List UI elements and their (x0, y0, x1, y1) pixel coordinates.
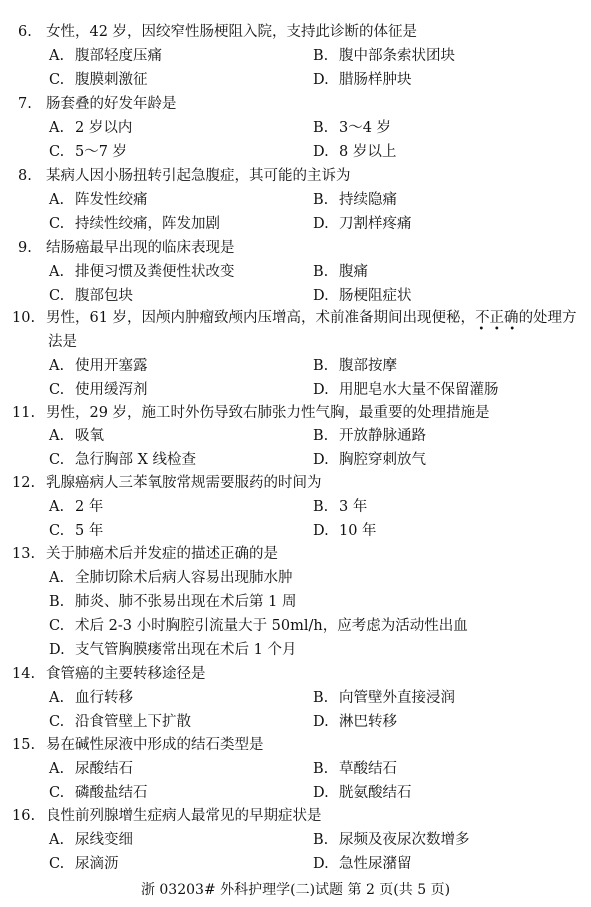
option-c: C. 沿食管壁上下扩散 (49, 714, 191, 730)
option-c: C. 腹部包块 (49, 288, 133, 304)
option-a: A. 吸氧 (49, 428, 104, 444)
option-c: C. 持续性绞痛，阵发加剧 (49, 216, 220, 232)
option-d: D. 用肥皂水大量不保留灌肠 (313, 382, 499, 398)
option-d: D. 10 年 (313, 523, 377, 539)
question-stem: 12. 乳腺癌病人三苯氧胺常规需要服药的时间为 (12, 475, 322, 491)
emphasis-dots: • • • (478, 324, 516, 335)
option-d: D. 腊肠样肿块 (313, 72, 412, 88)
option-a: A. 排便习惯及粪便性状改变 (49, 264, 235, 280)
option-b: B. 草酸结石 (313, 761, 397, 777)
option-b: B. 向管壁外直接浸润 (313, 690, 455, 706)
option-b: B. 尿频及夜尿次数增多 (313, 832, 470, 848)
option-d: D. 刀割样疼痛 (313, 216, 412, 232)
question-stem: 9. 结肠癌最早出现的临床表现是 (18, 240, 235, 256)
option-c: C. 5～7 岁 (49, 144, 128, 160)
option-b: B. 持续隐痛 (313, 192, 397, 208)
option-d: D. 急性尿潴留 (313, 856, 412, 872)
page-footer: 浙 03203# 外科护理学(二)试题 第 2 页(共 5 页) (140, 882, 451, 898)
option-a: A. 腹部轻度压痛 (49, 48, 162, 64)
option-b: B. 腹痛 (313, 264, 368, 280)
option-d: D. 8 岁以上 (313, 144, 397, 160)
option-d: D. 肠梗阻症状 (313, 288, 412, 304)
option-d: D. 淋巴转移 (313, 714, 397, 730)
option-a: A. 2 岁以内 (49, 120, 133, 136)
option-d: D. 支气管胸膜瘘常出现在术后 1 个月 (49, 642, 297, 658)
option-d: D. 胱氨酸结石 (313, 785, 412, 801)
question-stem: 11. 男性，29 岁，施工时外伤导致右肺张力性气胸，最重要的处理措施是 (12, 405, 490, 421)
question-stem: 7. 肠套叠的好发年龄是 (18, 96, 177, 112)
option-b: B. 腹部按摩 (313, 358, 397, 374)
question-stem: 8. 某病人因小肠扭转引起急腹症，其可能的主诉为 (18, 168, 351, 184)
option-a: A. 尿线变细 (49, 832, 133, 848)
question-stem: 16. 良性前列腺增生症病人最常见的早期症状是 (12, 808, 322, 824)
question-stem: 10. 男性，61 岁，因颅内肿瘤致颅内压增高，术前准备期间出现便秘，不正确 • • • 的处理方 法是 (12, 310, 577, 350)
emphasized-text: 不正确 • • • (475, 310, 519, 335)
option-a: A. 使用开塞露 (49, 358, 148, 374)
question-stem: 15. 易在碱性尿液中形成的结石类型是 (12, 737, 264, 753)
option-a: A. 尿酸结石 (49, 761, 133, 777)
option-d: D. 胸腔穿刺放气 (313, 452, 426, 468)
option-c: C. 使用缓泻剂 (49, 382, 148, 398)
option-c: C. 磷酸盐结石 (49, 785, 148, 801)
option-c: C. 腹膜刺激征 (49, 72, 148, 88)
option-a: A. 2 年 (49, 499, 104, 515)
option-c: C. 急行胸部 X 线检查 (49, 452, 197, 468)
option-b: B. 3 年 (313, 499, 368, 515)
question-stem: 6. 女性，42 岁，因绞窄性肠梗阻入院，支持此诊断的体征是 (18, 24, 418, 40)
option-c: C. 术后 2-3 小时胸腔引流量大于 50ml/h，应考虑为活动性出血 (49, 618, 468, 634)
option-a: A. 全肺切除术后病人容易出现肺水肿 (49, 570, 293, 586)
option-c: C. 5 年 (49, 523, 104, 539)
option-a: A. 阵发性绞痛 (49, 192, 148, 208)
question-stem: 13. 关于肺癌术后并发症的描述正确的是 (12, 546, 278, 562)
option-b: B. 腹中部条索状团块 (313, 48, 455, 64)
option-b: B. 肺炎、肺不张易出现在术后第 1 周 (49, 594, 297, 610)
question-stem: 14. 食管癌的主要转移途径是 (12, 666, 206, 682)
option-a: A. 血行转移 (49, 690, 133, 706)
option-c: C. 尿滴沥 (49, 856, 119, 872)
option-b: B. 3～4 岁 (313, 120, 392, 136)
option-b: B. 开放静脉通路 (313, 428, 426, 444)
